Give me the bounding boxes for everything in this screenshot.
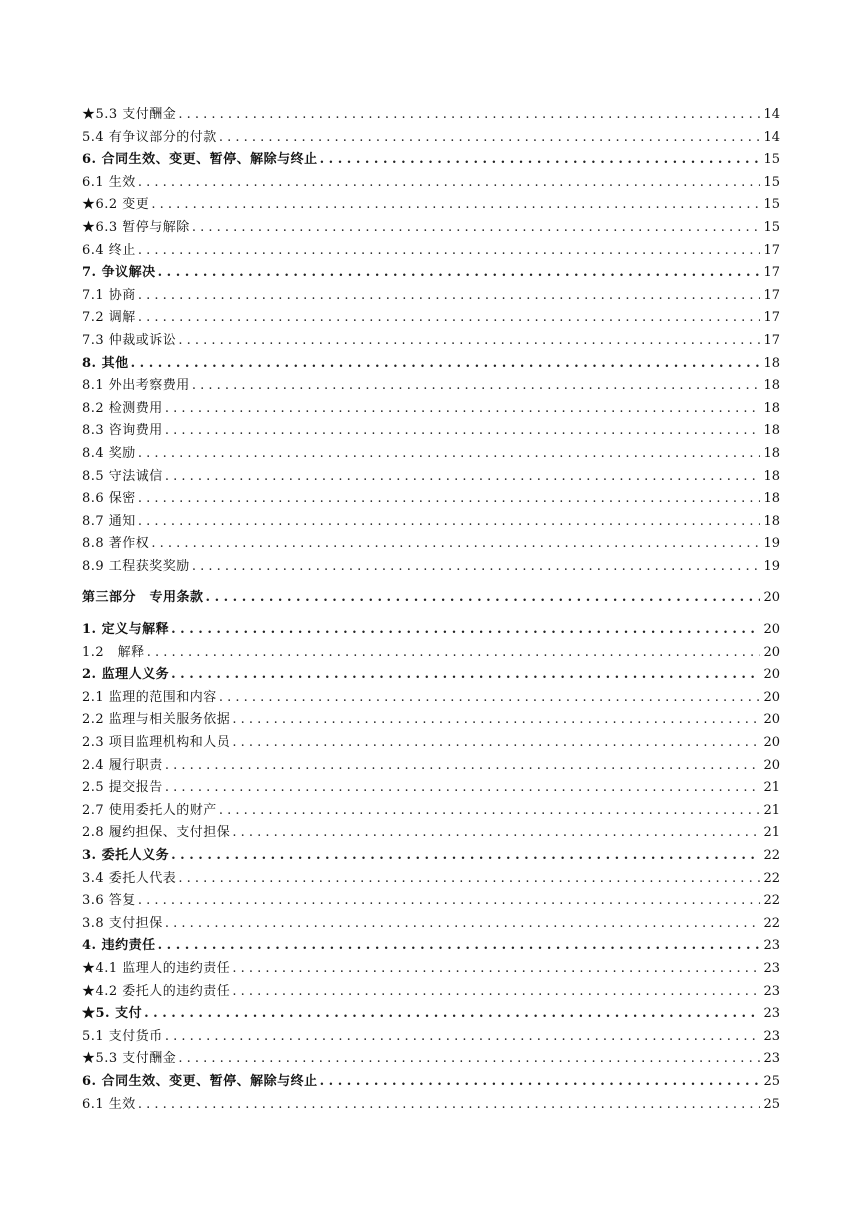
dot-leader (178, 868, 760, 891)
toc-entry[interactable] (82, 755, 780, 778)
dot-leader (232, 732, 760, 755)
toc-entry[interactable] (82, 1026, 780, 1049)
dot-leader (232, 822, 760, 845)
toc-entry[interactable] (82, 1094, 780, 1117)
toc-section-entry[interactable] (82, 845, 780, 868)
toc-entry-label: 2. 监理人义务 (82, 667, 170, 683)
dot-leader (165, 420, 760, 443)
toc-page-number: 18 (763, 445, 780, 461)
toc-entry-label: 3.6 答复 (82, 893, 136, 909)
toc-section-entry[interactable] (82, 935, 780, 958)
toc-entry[interactable] (82, 398, 780, 421)
toc-entry[interactable] (82, 127, 780, 150)
toc-entry-label: 2.5 提交报告 (82, 780, 163, 796)
toc-page-number: 20 (763, 622, 780, 638)
dot-leader (151, 194, 760, 217)
toc-page-number: 23 (763, 983, 780, 999)
dot-leader (219, 800, 760, 823)
dot-leader (320, 149, 760, 172)
dot-leader (232, 709, 760, 732)
toc-entry-label: 1.2 解释 (82, 644, 145, 660)
dot-leader (219, 687, 760, 710)
dot-leader (232, 958, 760, 981)
toc-page-number: 18 (763, 513, 780, 529)
toc-entry-label: 6.1 生效 (82, 1096, 136, 1112)
toc-entry-label: ★5. 支付 (82, 1006, 143, 1022)
dot-leader (320, 1071, 760, 1094)
toc-page-number: 20 (763, 644, 780, 660)
dot-leader (138, 1094, 760, 1117)
toc-entry[interactable] (82, 104, 780, 127)
dot-leader (219, 127, 760, 150)
toc-entry[interactable] (82, 533, 780, 556)
toc-page-number: 22 (763, 915, 780, 931)
toc-page-number: 21 (763, 802, 780, 818)
toc-entry[interactable] (82, 375, 780, 398)
toc-page-number: 21 (763, 780, 780, 796)
toc-page-number: 17 (763, 242, 780, 258)
dot-leader (178, 330, 760, 353)
toc-entry[interactable] (82, 194, 780, 217)
toc-entry[interactable] (82, 511, 780, 534)
toc-page-number: 20 (763, 590, 780, 606)
toc-section-entry[interactable] (82, 1003, 780, 1026)
dot-leader (192, 217, 760, 240)
toc-entry-label: 7.3 仲裁或诉讼 (82, 332, 177, 348)
toc-entry-label: 2.2 监理与相关服务依据 (82, 712, 231, 728)
toc-entry-label: 2.3 项目监理机构和人员 (82, 735, 231, 751)
toc-page-number: 14 (763, 107, 780, 122)
toc-entry-label: 3. 委托人义务 (82, 848, 170, 863)
dot-leader (138, 488, 760, 511)
toc-entry-label: 8.2 检测费用 (82, 400, 163, 416)
toc-page-number: 18 (763, 468, 780, 484)
dot-leader (232, 981, 760, 1004)
toc-entry[interactable] (82, 981, 780, 1004)
dot-leader (165, 466, 760, 489)
dot-leader (138, 443, 760, 466)
toc-page-number: 20 (763, 712, 780, 728)
toc-page-number: 23 (763, 960, 780, 976)
dot-leader (171, 845, 760, 868)
toc-page-number: 23 (763, 1006, 780, 1022)
toc-entry-label: ★5.3 支付酬金 (82, 1051, 177, 1067)
toc-page-number: 17 (763, 310, 780, 326)
toc-entry-label: 5.1 支付货币 (82, 1028, 163, 1044)
toc-page-number: 19 (763, 536, 780, 552)
dot-leader (144, 1003, 760, 1026)
toc-page-number: 18 (763, 400, 780, 416)
toc-page-number: 21 (763, 825, 780, 841)
toc-section-entry[interactable] (82, 664, 780, 687)
toc-entry[interactable] (82, 556, 780, 579)
dot-leader (138, 890, 760, 913)
toc-page-number: 23 (763, 1051, 780, 1067)
toc-entry[interactable] (82, 330, 780, 353)
dot-leader (178, 1048, 760, 1071)
toc-entry-label: 2.8 履约担保、支付担保 (82, 825, 231, 841)
toc-entry-label: 6.1 生效 (82, 174, 136, 190)
toc-page-number: 20 (763, 689, 780, 705)
toc-entry-label: 7.2 调解 (82, 310, 136, 326)
toc-page-number: 18 (763, 355, 780, 371)
toc-entry-label: 8.3 咨询费用 (82, 423, 163, 439)
toc-entry-label: 8. 其他 (82, 355, 129, 371)
toc-entry-label: 8.5 守法诚信 (82, 468, 163, 484)
dot-leader (151, 533, 760, 556)
toc-page-number: 15 (763, 152, 780, 168)
toc-entry[interactable] (82, 777, 780, 800)
toc-entry[interactable] (82, 868, 780, 891)
toc-entry-label: 1. 定义与解释 (82, 622, 170, 638)
toc-section-entry[interactable] (82, 353, 780, 376)
dot-leader (165, 398, 760, 421)
toc-page-number: 22 (763, 848, 780, 863)
toc-entry-label: 8.1 外出考察费用 (82, 378, 190, 394)
toc-page-number: 22 (763, 870, 780, 886)
toc-entry[interactable] (82, 800, 780, 823)
dot-leader (138, 240, 760, 263)
toc-entry[interactable] (82, 732, 780, 755)
toc-entry-label: ★6.3 暂停与解除 (82, 219, 190, 235)
toc-page-number: 20 (763, 757, 780, 773)
toc-entry-label: 6. 合同生效、变更、暂停、解除与终止 (82, 1073, 318, 1089)
dot-leader (171, 619, 760, 642)
table-of-contents (82, 104, 780, 1116)
toc-entry-label: 2.7 使用委托人的财产 (82, 802, 217, 818)
toc-page-number: 15 (763, 219, 780, 235)
toc-entry-label: 6. 合同生效、变更、暂停、解除与终止 (82, 152, 318, 168)
toc-page-number: 25 (763, 1073, 780, 1089)
toc-entry-label: 6.4 终止 (82, 242, 136, 258)
toc-entry-label: 8.7 通知 (82, 513, 136, 529)
toc-entry[interactable] (82, 307, 780, 330)
toc-entry[interactable] (82, 488, 780, 511)
toc-entry-label: 8.6 保密 (82, 491, 136, 507)
toc-entry-label: 5.4 有争议部分的付款 (82, 129, 217, 145)
toc-page-number: 15 (763, 174, 780, 190)
toc-entry[interactable] (82, 240, 780, 263)
toc-page-number: 18 (763, 378, 780, 394)
dot-leader (165, 913, 760, 936)
dot-leader (171, 664, 760, 687)
toc-page-number: 20 (763, 735, 780, 751)
dot-leader (165, 755, 760, 778)
toc-section-entry[interactable] (82, 149, 780, 172)
toc-section-entry[interactable] (82, 619, 780, 642)
toc-part-heading[interactable] (82, 587, 780, 610)
dot-leader (138, 511, 760, 534)
toc-section-entry[interactable] (82, 1071, 780, 1094)
dot-leader (138, 285, 760, 308)
dot-leader (165, 777, 760, 800)
toc-entry-label: 2.1 监理的范围和内容 (82, 689, 217, 705)
toc-page-number: 18 (763, 491, 780, 507)
dot-leader (158, 262, 760, 285)
toc-entry[interactable] (82, 958, 780, 981)
toc-entry-label: 3.4 委托人代表 (82, 870, 177, 886)
toc-page-number: 17 (763, 287, 780, 303)
toc-entry-label: ★6.2 变更 (82, 197, 150, 213)
toc-page-number: 15 (763, 197, 780, 213)
toc-page-number: 18 (763, 423, 780, 439)
dot-leader (138, 172, 760, 195)
toc-page-number: 23 (763, 938, 780, 954)
dot-leader (192, 375, 760, 398)
dot-leader (165, 1026, 760, 1049)
toc-page-number: 17 (763, 332, 780, 348)
toc-entry[interactable] (82, 217, 780, 240)
toc-entry-label: 4. 违约责任 (82, 938, 156, 954)
toc-entry[interactable] (82, 709, 780, 732)
toc-entry[interactable] (82, 172, 780, 195)
toc-entry-label: 8.9 工程获奖奖励 (82, 558, 190, 574)
toc-entry-label: 第三部分 专用条款 (82, 590, 204, 606)
toc-entry-label: ★4.2 委托人的违约责任 (82, 983, 231, 999)
toc-page-number: 20 (763, 667, 780, 683)
toc-page-number: 17 (763, 265, 780, 281)
toc-entry-label: 7. 争议解决 (82, 265, 156, 281)
toc-section-entry[interactable] (82, 262, 780, 285)
toc-entry[interactable] (82, 687, 780, 710)
dot-leader (147, 642, 760, 665)
dot-leader (158, 935, 760, 958)
toc-page-number: 22 (763, 893, 780, 909)
toc-entry[interactable] (82, 890, 780, 913)
toc-entry-label: 8.4 奖励 (82, 445, 136, 461)
dot-leader (138, 307, 760, 330)
toc-entry[interactable] (82, 466, 780, 489)
toc-entry[interactable] (82, 443, 780, 466)
toc-entry-label: 3.8 支付担保 (82, 915, 163, 931)
toc-entry[interactable] (82, 285, 780, 308)
toc-page-number: 19 (763, 558, 780, 574)
toc-entry[interactable] (82, 642, 780, 665)
dot-leader (131, 353, 760, 376)
toc-page-number: 25 (763, 1096, 780, 1112)
toc-page-number: 23 (763, 1028, 780, 1044)
toc-page-number: 14 (763, 129, 780, 145)
dot-leader (192, 556, 760, 579)
toc-entry[interactable] (82, 1048, 780, 1071)
toc-entry[interactable] (82, 913, 780, 936)
toc-entry-label: ★5.3 支付酬金 (82, 107, 177, 122)
toc-entry-label: ★4.1 监理人的违约责任 (82, 960, 231, 976)
toc-entry-label: 7.1 协商 (82, 287, 136, 303)
toc-entry[interactable] (82, 822, 780, 845)
toc-entry-label: 2.4 履行职责 (82, 757, 163, 773)
toc-entry-label: 8.8 著作权 (82, 536, 150, 552)
dot-leader (206, 587, 760, 610)
toc-entry[interactable] (82, 420, 780, 443)
dot-leader (178, 104, 760, 127)
